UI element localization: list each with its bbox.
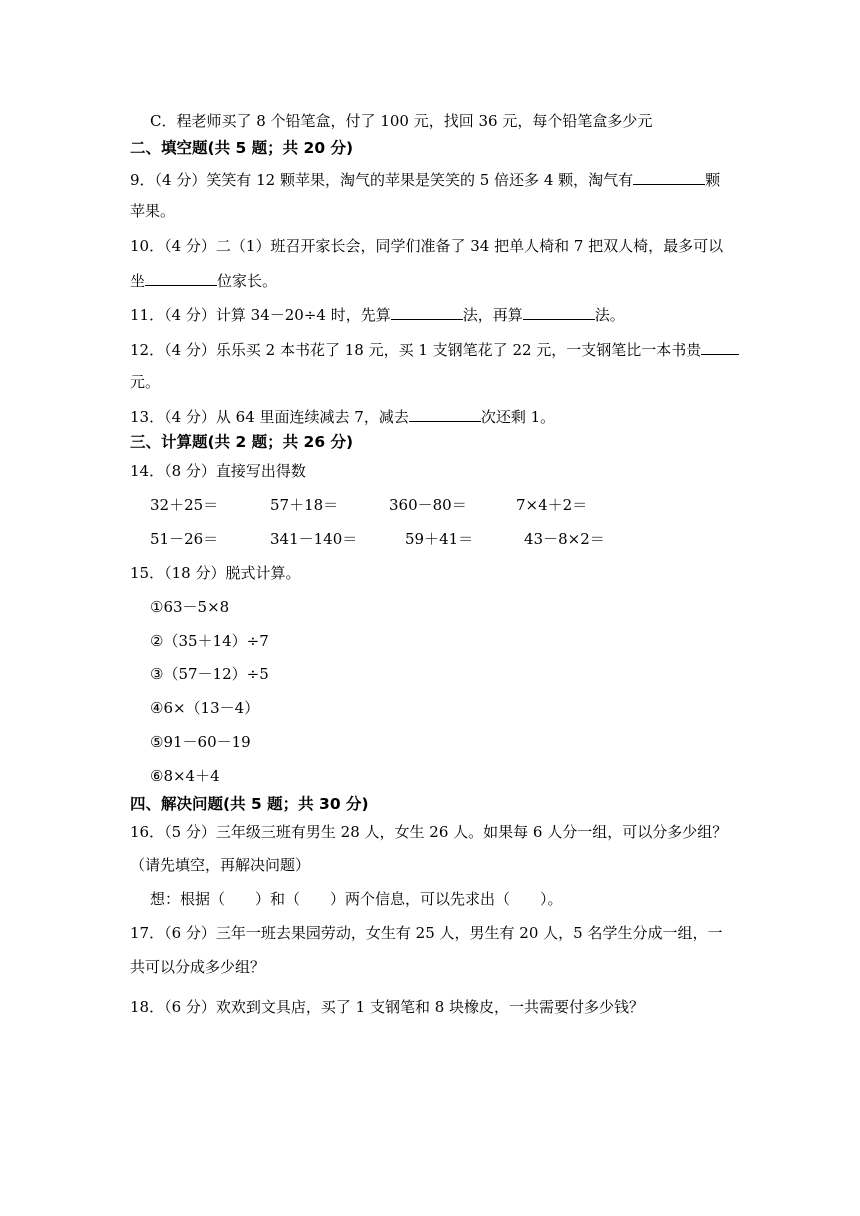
q14-r2-c3: 59＋41＝	[405, 530, 474, 548]
section-heading-fill-in: 二、填空题(共 5 题；共 20 分)	[130, 139, 354, 157]
q10-unit: 位家长。	[217, 272, 278, 290]
q10-answer-blank[interactable]	[145, 269, 217, 286]
q11-answer-blank-2[interactable]	[523, 303, 595, 320]
q14-r2-c4: 43－8×2＝	[524, 530, 605, 548]
question-18: 18．（6 分）欢欢到文具店，买了 1 支钢笔和 8 块橡皮，一共需要付多少钱？	[130, 998, 645, 1016]
q14-r2-c2: 341－140＝	[270, 530, 358, 548]
question-16-line-2: （请先填空，再解决问题）	[130, 856, 311, 874]
question-16-line-3: 想：根据（ ）和（ ）两个信息，可以先求出（ ）。	[150, 890, 563, 908]
q15-item-2: ②（35＋14）÷7	[150, 632, 269, 650]
q13-answer-blank[interactable]	[409, 405, 481, 422]
q15-item-6: ⑥8×4＋4	[150, 767, 220, 785]
question-9-line-2: 苹果。	[130, 202, 176, 220]
q9-text: 9．（4 分）笑笑有 12 颗苹果，淘气的苹果是笑笑的 5 倍还多 4 颗，淘气有	[130, 171, 634, 189]
q15-item-1: ①63－5×8	[150, 598, 230, 616]
q12-text: 12．（4 分）乐乐买 2 本书花了 18 元，买 1 支钢笔花了 22 元，一支钢笔比一本书贵	[130, 341, 702, 359]
question-17-line-2: 共可以分成多少组？	[130, 958, 266, 976]
question-12-line-1	[130, 338, 739, 360]
question-15-title: 15．（18 分）脱式计算。	[130, 564, 301, 582]
q14-r1-c1: 32＋25＝	[150, 496, 219, 514]
q14-r2-c1: 51－26＝	[150, 530, 219, 548]
question-16-line-1: 16．（5 分）三年级三班有男生 28 人，女生 26 人。如果每 6 人分一组，可以分多少组？	[130, 823, 728, 841]
option-c: C．程老师买了 8 个铅笔盒，付了 100 元，找回 36 元，每个铅笔盒多少元	[150, 112, 653, 130]
q15-item-4: ④6×（13－4）	[150, 699, 260, 717]
question-12-line-2: 元。	[130, 373, 161, 391]
q13-text-2: 次还剩 1。	[480, 408, 556, 426]
section-heading-problem-solving: 四、解决问题(共 5 题；共 30 分)	[130, 795, 369, 813]
q13-text: 13．（4 分）从 64 里面连续减去 7，减去	[130, 408, 409, 426]
q14-r1-c4: 7×4＋2＝	[516, 496, 588, 514]
question-17-line-1: 17．（6 分）三年一班去果园劳动，女生有 25 人，男生有 20 人，5 名学生分成一组，一	[130, 924, 723, 942]
q10-text: 坐	[130, 272, 146, 290]
q11-text: 11．（4 分）计算 34－20÷4 时，先算	[130, 306, 391, 324]
question-10-line-1: 10．（4 分）二（1）班召开家长会，同学们准备了 34 把单人椅和 7 把双人椅，最多可以	[130, 237, 724, 255]
q9-unit: 颗	[705, 171, 721, 189]
question-14-title: 14．（8 分）直接写出得数	[130, 462, 306, 480]
q11-text-2: 法，再算	[462, 306, 523, 324]
q14-r1-c2: 57＋18＝	[270, 496, 339, 514]
q9-answer-blank[interactable]	[633, 168, 705, 185]
question-11	[130, 303, 625, 325]
q11-answer-blank-1[interactable]	[391, 303, 463, 320]
q14-r1-c3: 360－80＝	[389, 496, 467, 514]
section-heading-calculation: 三、计算题(共 2 题；共 26 分)	[130, 433, 354, 451]
q15-item-3: ③（57－12）÷5	[150, 665, 269, 683]
question-9-line-1	[130, 168, 720, 190]
q11-text-3: 法。	[594, 306, 625, 324]
q12-answer-blank[interactable]	[701, 338, 739, 355]
q15-item-5: ⑤91－60－19	[150, 733, 251, 751]
question-10-line-2	[130, 269, 277, 291]
question-13	[130, 405, 555, 427]
